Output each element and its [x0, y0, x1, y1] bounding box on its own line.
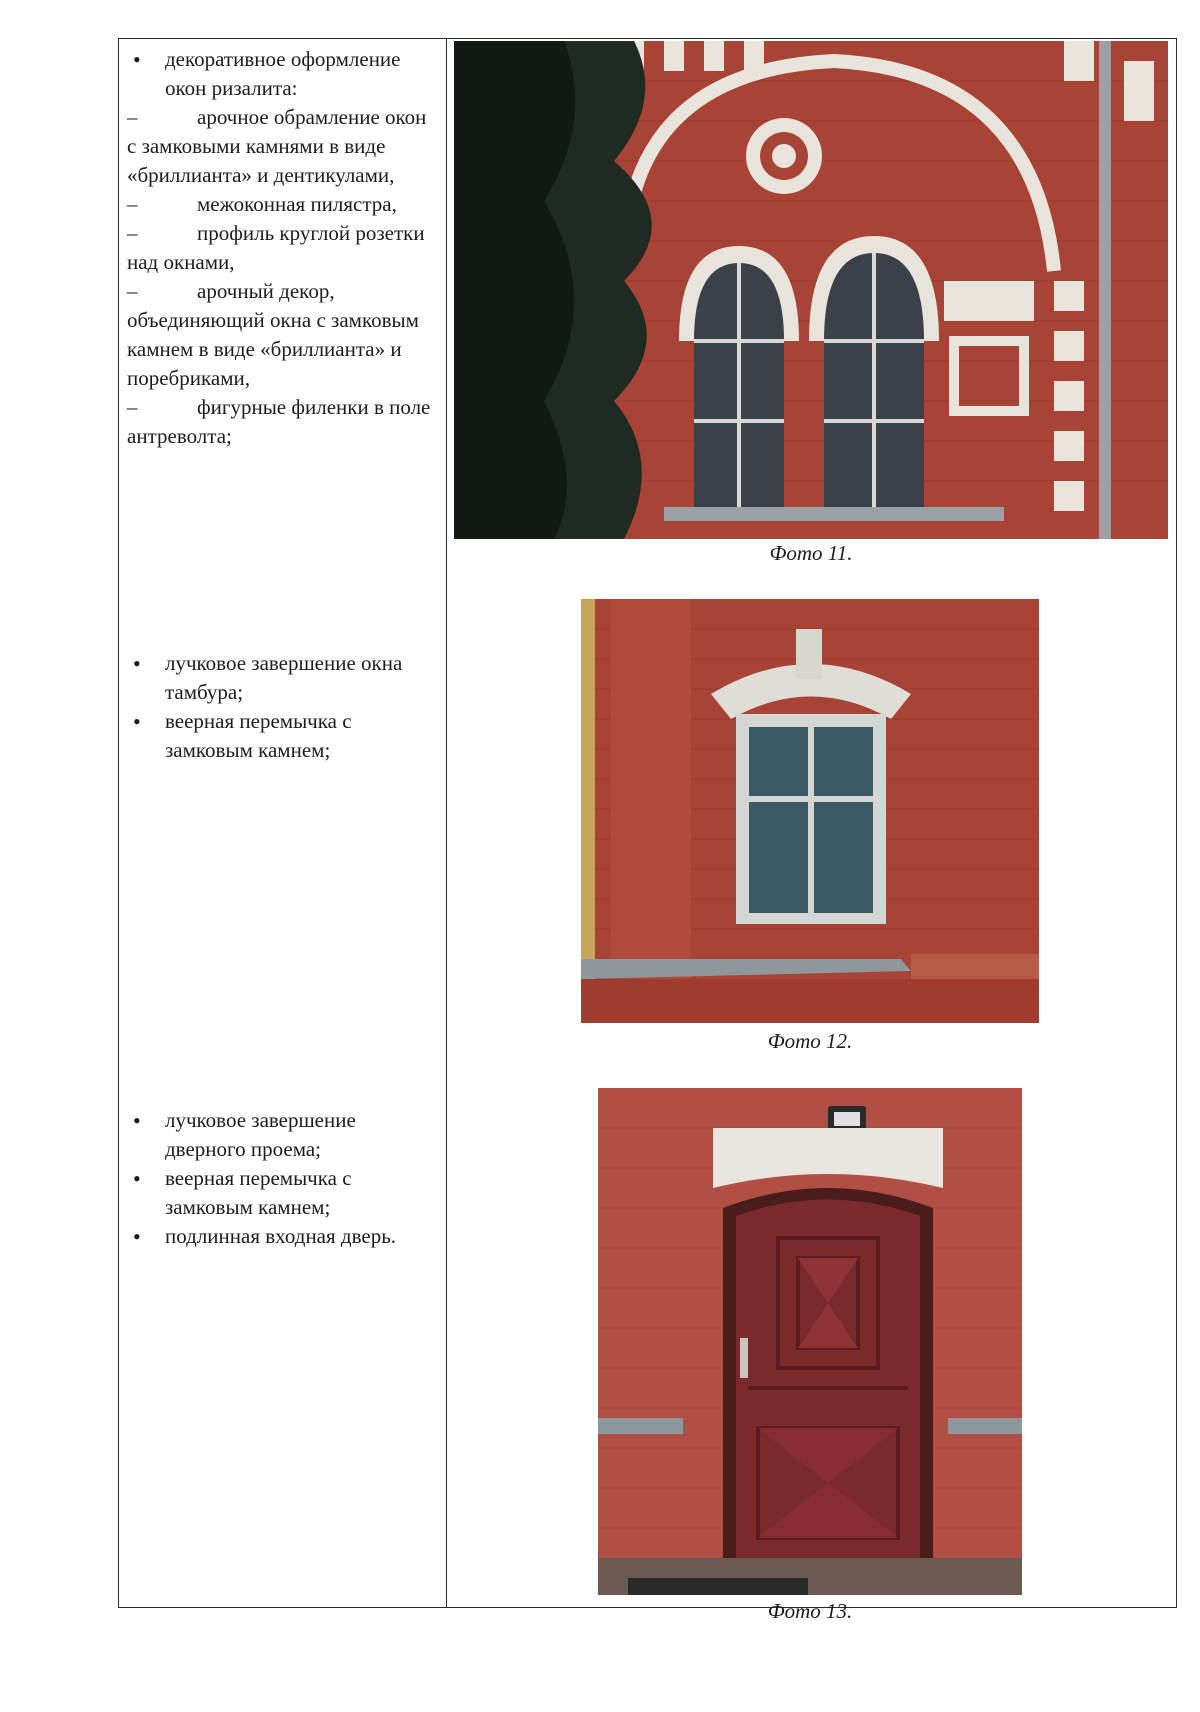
entrance-door-photo — [598, 1088, 1022, 1595]
bullet-text: декоративное оформление окон ризалита: — [165, 47, 401, 100]
bullet-item — [127, 1222, 427, 1251]
dash-text: фигурные филенки в поле антреволта; — [127, 395, 431, 448]
photo-11-caption: Фото 11. — [769, 541, 853, 565]
section-2-bullets — [127, 649, 427, 765]
photo-11 — [454, 41, 1168, 539]
bullet-text: веерная перемычка с замковым камнем; — [165, 709, 352, 762]
bullet-item — [127, 649, 427, 707]
section-1-bullets — [127, 45, 439, 103]
section-1-dash-list — [127, 103, 439, 451]
dash-text: профиль круглой розетки над окнами, — [127, 221, 425, 274]
dash-item — [127, 190, 439, 219]
dash-text: арочный декор, объединяющий окна с замковым камнем в виде «бриллианта» и поребриками, — [127, 279, 419, 390]
bullet-text: подлинная входная дверь. — [165, 1224, 397, 1248]
dash-symbol: – — [127, 105, 138, 129]
facade-window-photo — [454, 41, 1168, 539]
bullet-item — [127, 1106, 427, 1164]
photo-13 — [598, 1088, 1022, 1595]
dash-item — [127, 219, 439, 277]
dash-text: межоконная пилястра, — [197, 192, 397, 216]
dash-item — [127, 103, 439, 190]
section-3-bullets — [127, 1106, 427, 1251]
content-table — [118, 38, 1177, 1623]
dash-symbol: – — [127, 279, 138, 303]
photo-13-caption: Фото 13. — [767, 1599, 853, 1623]
dash-item — [127, 393, 439, 451]
bullet-text: веерная перемычка с замковым камнем; — [165, 1166, 352, 1219]
bullet-item — [127, 1164, 427, 1222]
dash-text: арочное обрамление окон с замковыми камнями в виде «бриллианта» и дентикулами, — [127, 105, 427, 187]
section-1-text — [127, 45, 439, 451]
photo-12-caption: Фото 12. — [767, 1029, 853, 1053]
dash-symbol: – — [127, 192, 138, 216]
bullet-item — [127, 707, 427, 765]
dash-item — [127, 277, 439, 393]
dash-symbol: – — [127, 221, 138, 245]
bullet-text: лучковое завершение окна тамбура; — [165, 651, 403, 704]
bullet-text: лучковое завершение дверного проема; — [165, 1108, 356, 1161]
photo-12 — [581, 599, 1039, 1023]
bullet-item — [127, 45, 439, 103]
section-3-text — [127, 1106, 427, 1251]
dash-symbol: – — [127, 395, 138, 419]
vestibule-window-photo — [581, 599, 1039, 1023]
section-2-text — [127, 649, 427, 765]
column-divider — [446, 39, 447, 1607]
